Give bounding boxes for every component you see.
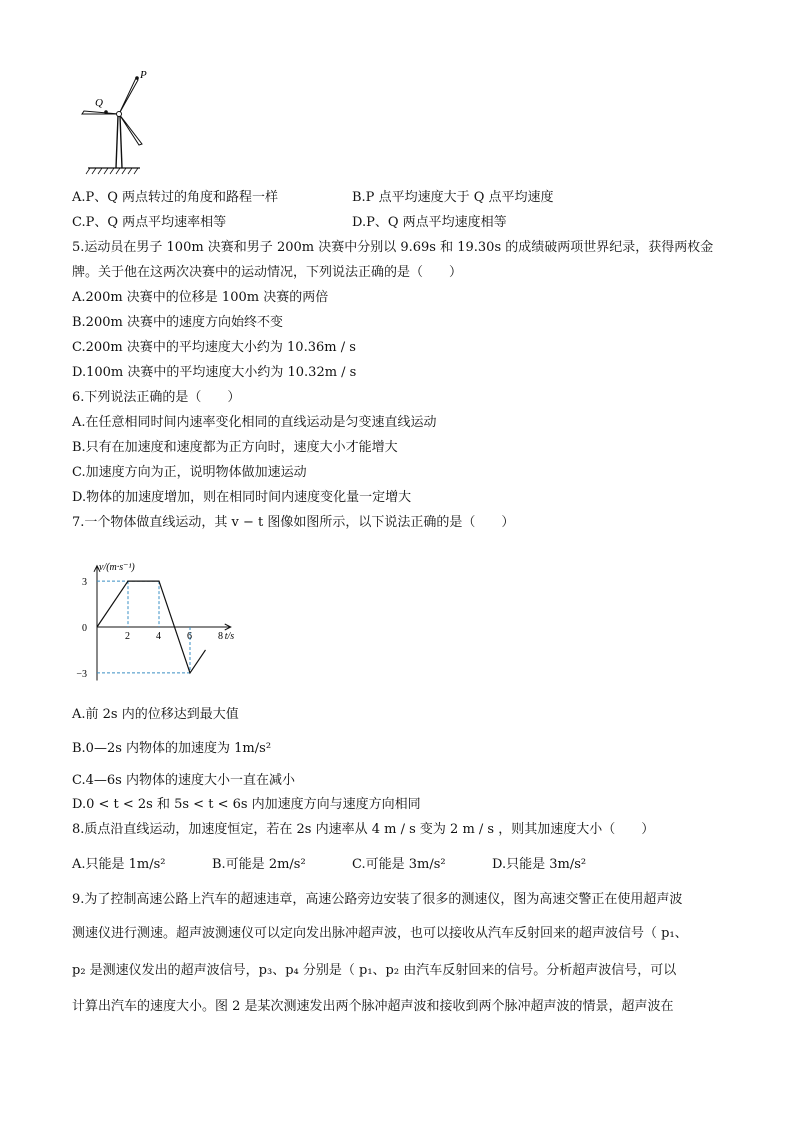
vt-graph	[78, 543, 258, 693]
label-q: Q	[95, 97, 103, 109]
q8-option-b: B.可能是 2m/s²	[212, 857, 306, 872]
q6-option-a: A.在任意相同时间内速率变化相同的直线运动是匀变速直线运动	[72, 415, 437, 430]
q7-stem: 7.一个物体做直线运动，其 v − t 图像如图所示，以下说法正确的是（ ）	[72, 515, 515, 530]
q7-option-a: A.前 2s 内的位移达到最大值	[72, 707, 239, 722]
q5-option-c: C.200m 决赛中的平均速度大小约为 10.36m / s	[72, 340, 356, 355]
q7-option-c: C.4—6s 内物体的速度大小一直在减小	[72, 773, 295, 788]
q9-line-2: 测速仪进行测速。超声波测速仪可以定向发出脉冲超声波，也可以接收从汽车反射回来的超声波信号（ p₁、	[72, 926, 688, 941]
q8-option-c: C.可能是 3m/s²	[352, 857, 446, 872]
q9-line-1: 9.为了控制高速公路上汽车的超速违章，高速公路旁边安装了很多的测速仪，图为高速交警正在使用超声波	[72, 892, 683, 907]
q6-stem: 6.下列说法正确的是（ ）	[72, 390, 241, 405]
label-p: P	[140, 69, 147, 81]
q8-stem: 8.质点沿直线运动，加速度恒定，若在 2s 内速率从 4 m / s 变为 2 m / s ，则其加速度大小（ ）	[72, 822, 655, 837]
q5-option-a: A.200m 决赛中的位移是 100m 决赛的两倍	[72, 290, 329, 305]
q6-option-d: D.物体的加速度增加，则在相同时间内速度变化量一定增大	[72, 490, 412, 505]
q8-option-a: A.只能是 1m/s²	[72, 857, 166, 872]
q5-stem-line-1: 5.运动员在男子 100m 决赛和男子 200m 决赛中分别以 9.69s 和 19.30s 的成绩破两项世界纪录，获得两枚金	[72, 240, 714, 255]
y-axis-label: v/(m·s⁻¹)	[99, 561, 135, 573]
q4-option-d: D.P、Q 两点平均速度相等	[352, 215, 507, 230]
wind-turbine-figure	[78, 68, 168, 176]
q5-option-d: D.100m 决赛中的平均速度大小约为 10.32m / s	[72, 365, 357, 380]
q8-option-d: D.只能是 3m/s²	[492, 857, 587, 872]
y-tick-label: −3	[76, 668, 87, 680]
q9-line-3: p₂ 是测速仪发出的超声波信号，p₃、p₄ 分别是（ p₁、p₂ 由汽车反射回来的信号。分析超声波信号，可以	[72, 963, 677, 978]
y-tick-label: 3	[82, 577, 87, 589]
q9-line-4: 计算出汽车的速度大小。图 2 是某次测速发出两个脉冲超声波和接收到两个脉冲超声波的情景，超声波在	[72, 999, 674, 1014]
q7-option-d: D.0 < t < 2s 和 5s < t < 6s 内加速度方向与速度方向相同	[72, 797, 421, 812]
q5-stem-line-2: 牌。关于他在这两次决赛中的运动情况，下列说法正确的是（ ）	[72, 265, 463, 280]
q4-option-a: A.P、Q 两点转过的角度和路程一样	[72, 190, 279, 205]
x-tick-label: 4	[156, 631, 161, 642]
y-tick-label: 0	[82, 623, 87, 634]
q6-option-b: B.只有在加速度和速度都为正方向时，速度大小才能增大	[72, 440, 398, 455]
x-tick-label: 8	[218, 631, 223, 642]
q5-option-b: B.200m 决赛中的速度方向始终不变	[72, 315, 283, 330]
q6-option-c: C.加速度方向为正，说明物体做加速运动	[72, 465, 307, 480]
x-axis-label: t/s	[224, 631, 235, 642]
q4-option-c: C.P、Q 两点平均速率相等	[72, 215, 227, 230]
q4-option-b: B.P 点平均速度大于 Q 点平均速度	[352, 190, 554, 205]
x-tick-label: 2	[125, 631, 130, 642]
q7-option-b: B.0—2s 内物体的加速度为 1m/s²	[72, 741, 272, 756]
x-tick-label: 6	[187, 631, 192, 642]
